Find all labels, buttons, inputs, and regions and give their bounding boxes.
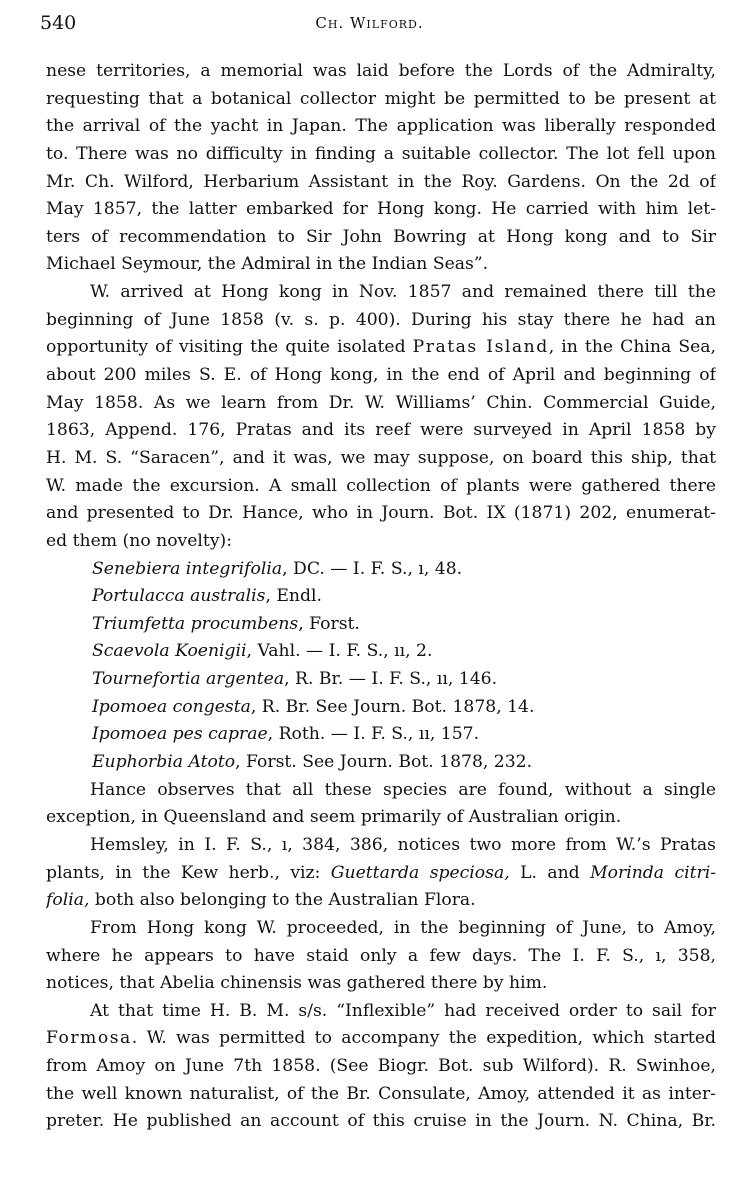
species-name: Tournefortia argentea bbox=[92, 669, 285, 690]
species-name: Morinda citri- bbox=[590, 862, 716, 883]
text-line: from Amoy on June 7th 1858. (See Biogr. Bot. sub Wilford). R. Swinhoe, bbox=[46, 1056, 716, 1077]
text-line: Hance observes that all these species are found, without a single bbox=[90, 779, 716, 800]
species-item: Scaevola Koenigii, Vahl. — I. F. S., ıı, 2. bbox=[92, 641, 433, 662]
place-name-formosa: Formosa bbox=[46, 1028, 132, 1049]
species-name: Guettarda speciosa, bbox=[330, 862, 510, 883]
text-line: ed them (no novelty): bbox=[46, 530, 233, 551]
text-line: the arrival of the yacht in Japan. The application was liberally responded bbox=[46, 116, 716, 137]
species-name: Ipomoea congesta bbox=[92, 696, 251, 717]
text-line: preter. He published an account of this cruise in the Journ. N. China, Br. bbox=[46, 1111, 716, 1132]
text-line: From Hong kong W. proceeded, in the beginning of June, to Amoy, bbox=[90, 917, 716, 938]
body-text bbox=[46, 58, 716, 1136]
running-title: Ch. Wilford. bbox=[315, 14, 424, 32]
text-line: where he appears to have staid only a few days. The I. F. S., ı, 358, bbox=[46, 945, 716, 966]
species-item: Portulacca australis, Endl. bbox=[92, 586, 322, 607]
species-name: Scaevola Koenigii bbox=[92, 641, 247, 662]
species-item: Ipomoea pes caprae, Roth. — I. F. S., ıı, 157. bbox=[92, 724, 480, 745]
text-line: ters of recommendation to Sir John Bowring at Hong kong and to Sir bbox=[46, 226, 716, 247]
text-line: opportunity of visiting the quite isolated Pratas Island, in the China Sea, bbox=[46, 337, 716, 358]
text-line: nese territories, a memorial was laid before the Lords of the Admiralty, bbox=[46, 61, 716, 81]
species-name: folia, bbox=[46, 890, 90, 911]
species-item: Triumfetta procumbens, Forst. bbox=[92, 613, 360, 634]
species-item: Senebiera integrifolia, DC. — I. F. S., ı, 48. bbox=[92, 558, 463, 579]
species-item: Euphorbia Atoto, Forst. See Journ. Bot. 1878, 232. bbox=[92, 752, 533, 773]
species-name: Portulacca australis bbox=[92, 586, 266, 607]
text-line: May 1857, the latter embarked for Hong kong. He carried with him let- bbox=[46, 199, 716, 220]
text-line: exception, in Queensland and seem primarily of Australian origin. bbox=[46, 807, 622, 828]
text-line: and presented to Dr. Hance, who in Journ. Bot. IX (1871) 202, enumerat- bbox=[46, 503, 716, 524]
text-line: W. arrived at Hong kong in Nov. 1857 and remained there till the bbox=[90, 282, 716, 303]
text-line: requesting that a botanical collector might be permitted to be present at bbox=[46, 88, 716, 109]
text-line: folia, both also belonging to the Australian Flora. bbox=[46, 890, 476, 911]
text-line: Hemsley, in I. F. S., ı, 384, 386, notices two more from W.’s Pratas bbox=[90, 834, 716, 855]
species-name: Triumfetta procumbens bbox=[92, 613, 299, 634]
text-line: Mr. Ch. Wilford, Herbarium Assistant in the Roy. Gardens. On the 2d of bbox=[46, 171, 716, 192]
text-line: about 200 miles S. E. of Hong kong, in the end of April and beginning of bbox=[46, 365, 716, 386]
text-line: the well known naturalist, of the Br. Consulate, Amoy, attended it as inter- bbox=[46, 1083, 716, 1104]
text-line: notices, that Abelia chinensis was gathered there by him. bbox=[46, 973, 548, 994]
text-line: Formosa. W. was permitted to accompany the expedition, which started bbox=[46, 1028, 716, 1049]
text-line: to. There was no difficulty in finding a suitable collector. The lot fell upon bbox=[46, 143, 716, 164]
text-line: At that time H. B. M. s/s. “Inflexible” had received order to sail for bbox=[90, 1000, 716, 1021]
text-line: beginning of June 1858 (v. s. p. 400). During his stay there he had an bbox=[46, 309, 716, 330]
text-line: Michael Seymour, the Admiral in the Indian Seas”. bbox=[46, 254, 489, 275]
species-name: Ipomoea pes caprae bbox=[92, 724, 268, 745]
text-line: W. made the excursion. A small collection of plants were gathered there bbox=[46, 475, 716, 496]
species-item: Ipomoea congesta, R. Br. See Journ. Bot. 1878, 14. bbox=[92, 696, 535, 717]
text-line: May 1858. As we learn from Dr. W. Williams’ Chin. Commercial Guide, bbox=[46, 392, 716, 413]
species-name: Senebiera integrifolia bbox=[92, 558, 283, 579]
species-name: Euphorbia Atoto bbox=[92, 752, 236, 773]
place-name-pratas-island: Pratas Island bbox=[412, 337, 549, 358]
text-line: H. M. S. “Saracen”, and it was, we may suppose, on board this ship, that bbox=[46, 447, 716, 468]
text-line: 1863, Append. 176, Pratas and its reef were surveyed in April 1858 by bbox=[46, 420, 716, 441]
text-line: plants, in the Kew herb., viz: Guettarda speciosa, L. and Morinda citri- bbox=[46, 862, 716, 883]
species-item: Tournefortia argentea, R. Br. — I. F. S., ıı, 146. bbox=[92, 669, 498, 690]
page-header bbox=[0, 8, 739, 38]
page-number: 540 bbox=[40, 12, 77, 34]
